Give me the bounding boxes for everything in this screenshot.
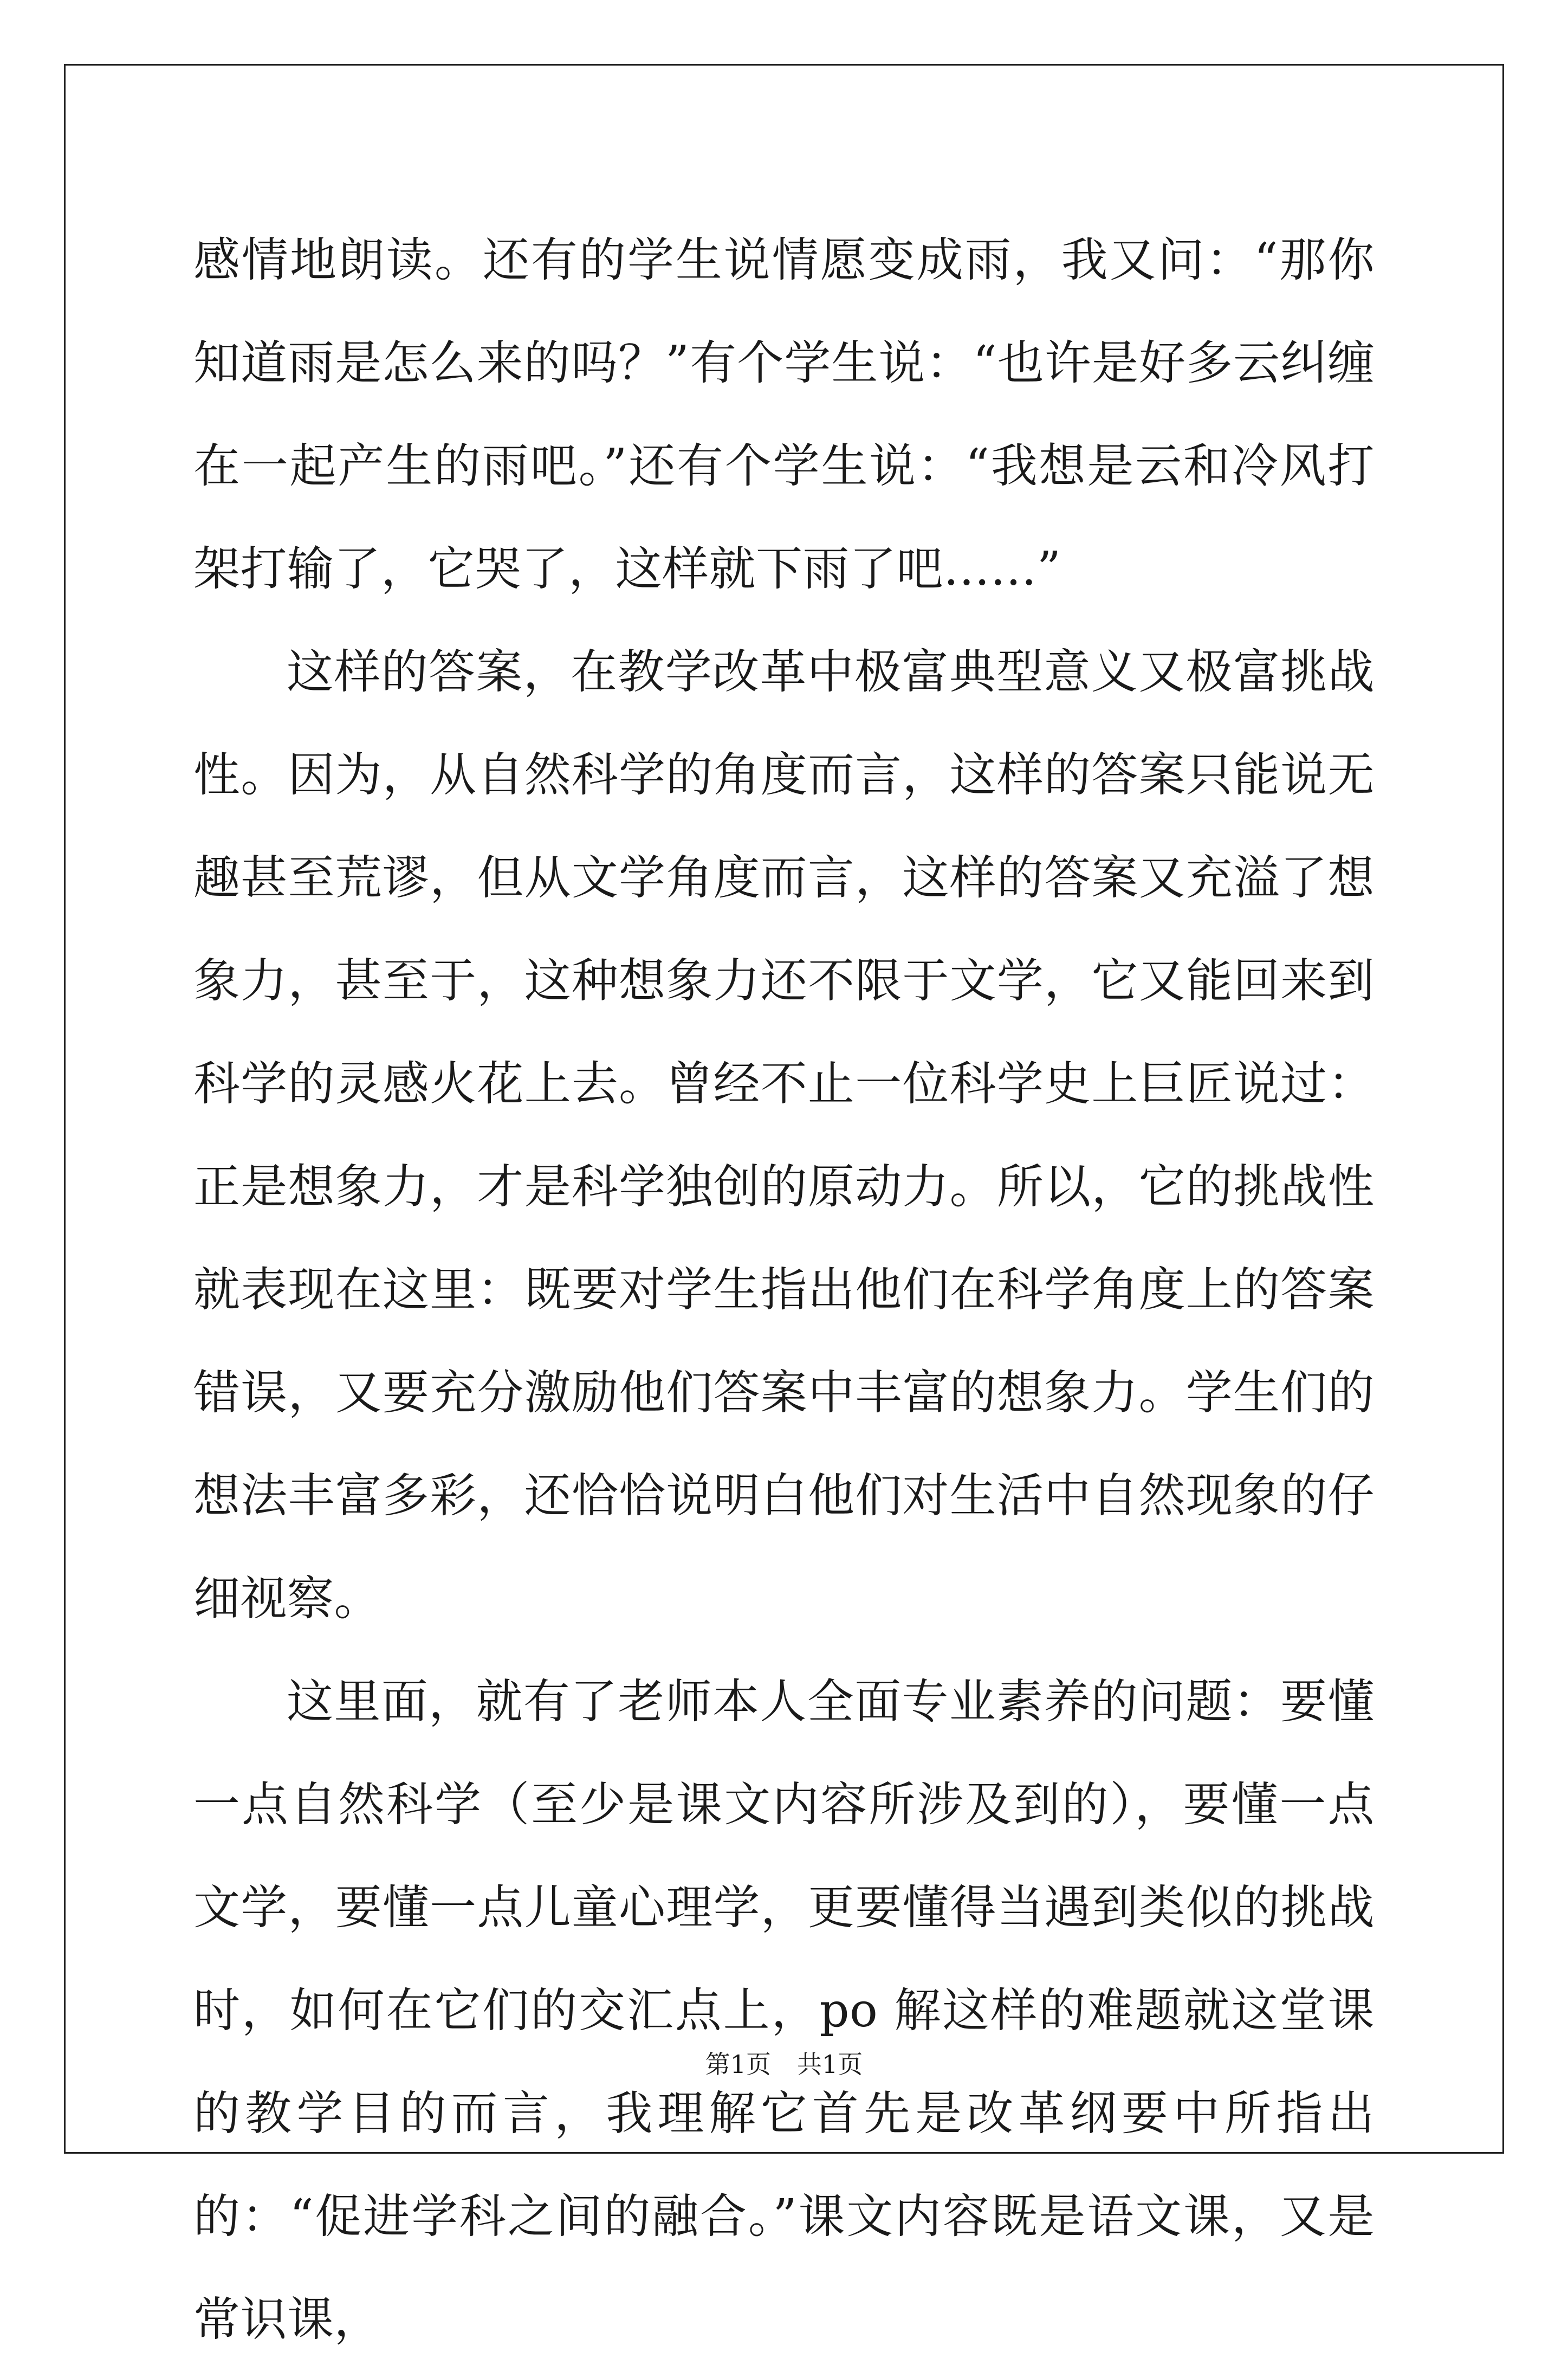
document-body bbox=[193, 209, 1375, 2371]
paragraph-2: 这样的答案，在教学改革中极富典型意义又极富挑战性。因为，从自然科学的角度而言，这样的答案只能说无趣甚至荒谬，但从文学角度而言，这样的答案又充溢了想象力，甚至于，这种想象力还不限于文学，它又能回来到科学的灵感火花上去。曾经不止一位科学史上巨匠说过：正是想象力，才是科学独创的原动力。所以，它的挑战性就表现在这里：既要对学生指出他们在科学角度上的答案错误，又要充分激励他们答案中丰富的想象力。学生们的想法丰富多彩，还恰恰说明白他们对生活中自然现象的仔细视察。 bbox=[193, 645, 1375, 1626]
page-total: 共1页 bbox=[797, 2050, 863, 2079]
paragraph-3: 这里面，就有了老师本人全面专业素养的问题：要懂一点自然科学（至少是课文内容所涉及到的），要懂一点文学，要懂一点儿童心理学，更要懂得当遇到类似的挑战时，如何在它们的交汇点上，po 解这样的难题就这堂课的教学目的而言，我理解它首先是改革纲要中所指出的：“促进学科之间的融合。”课文内容既是语文课，又是常识课， bbox=[193, 1675, 1375, 2347]
page-footer bbox=[0, 2048, 1568, 2081]
paragraph-1: 感情地朗读。还有的学生说情愿变成雨，我又问：“那你知道雨是怎么来的吗？”有个学生说：“也许是好多云纠缠在一起产生的雨吧。”还有个学生说：“我想是云和冷风打架打输了，它哭了，这样就下雨了吧……” bbox=[193, 233, 1375, 596]
page-number: 第1页 bbox=[705, 2050, 771, 2079]
